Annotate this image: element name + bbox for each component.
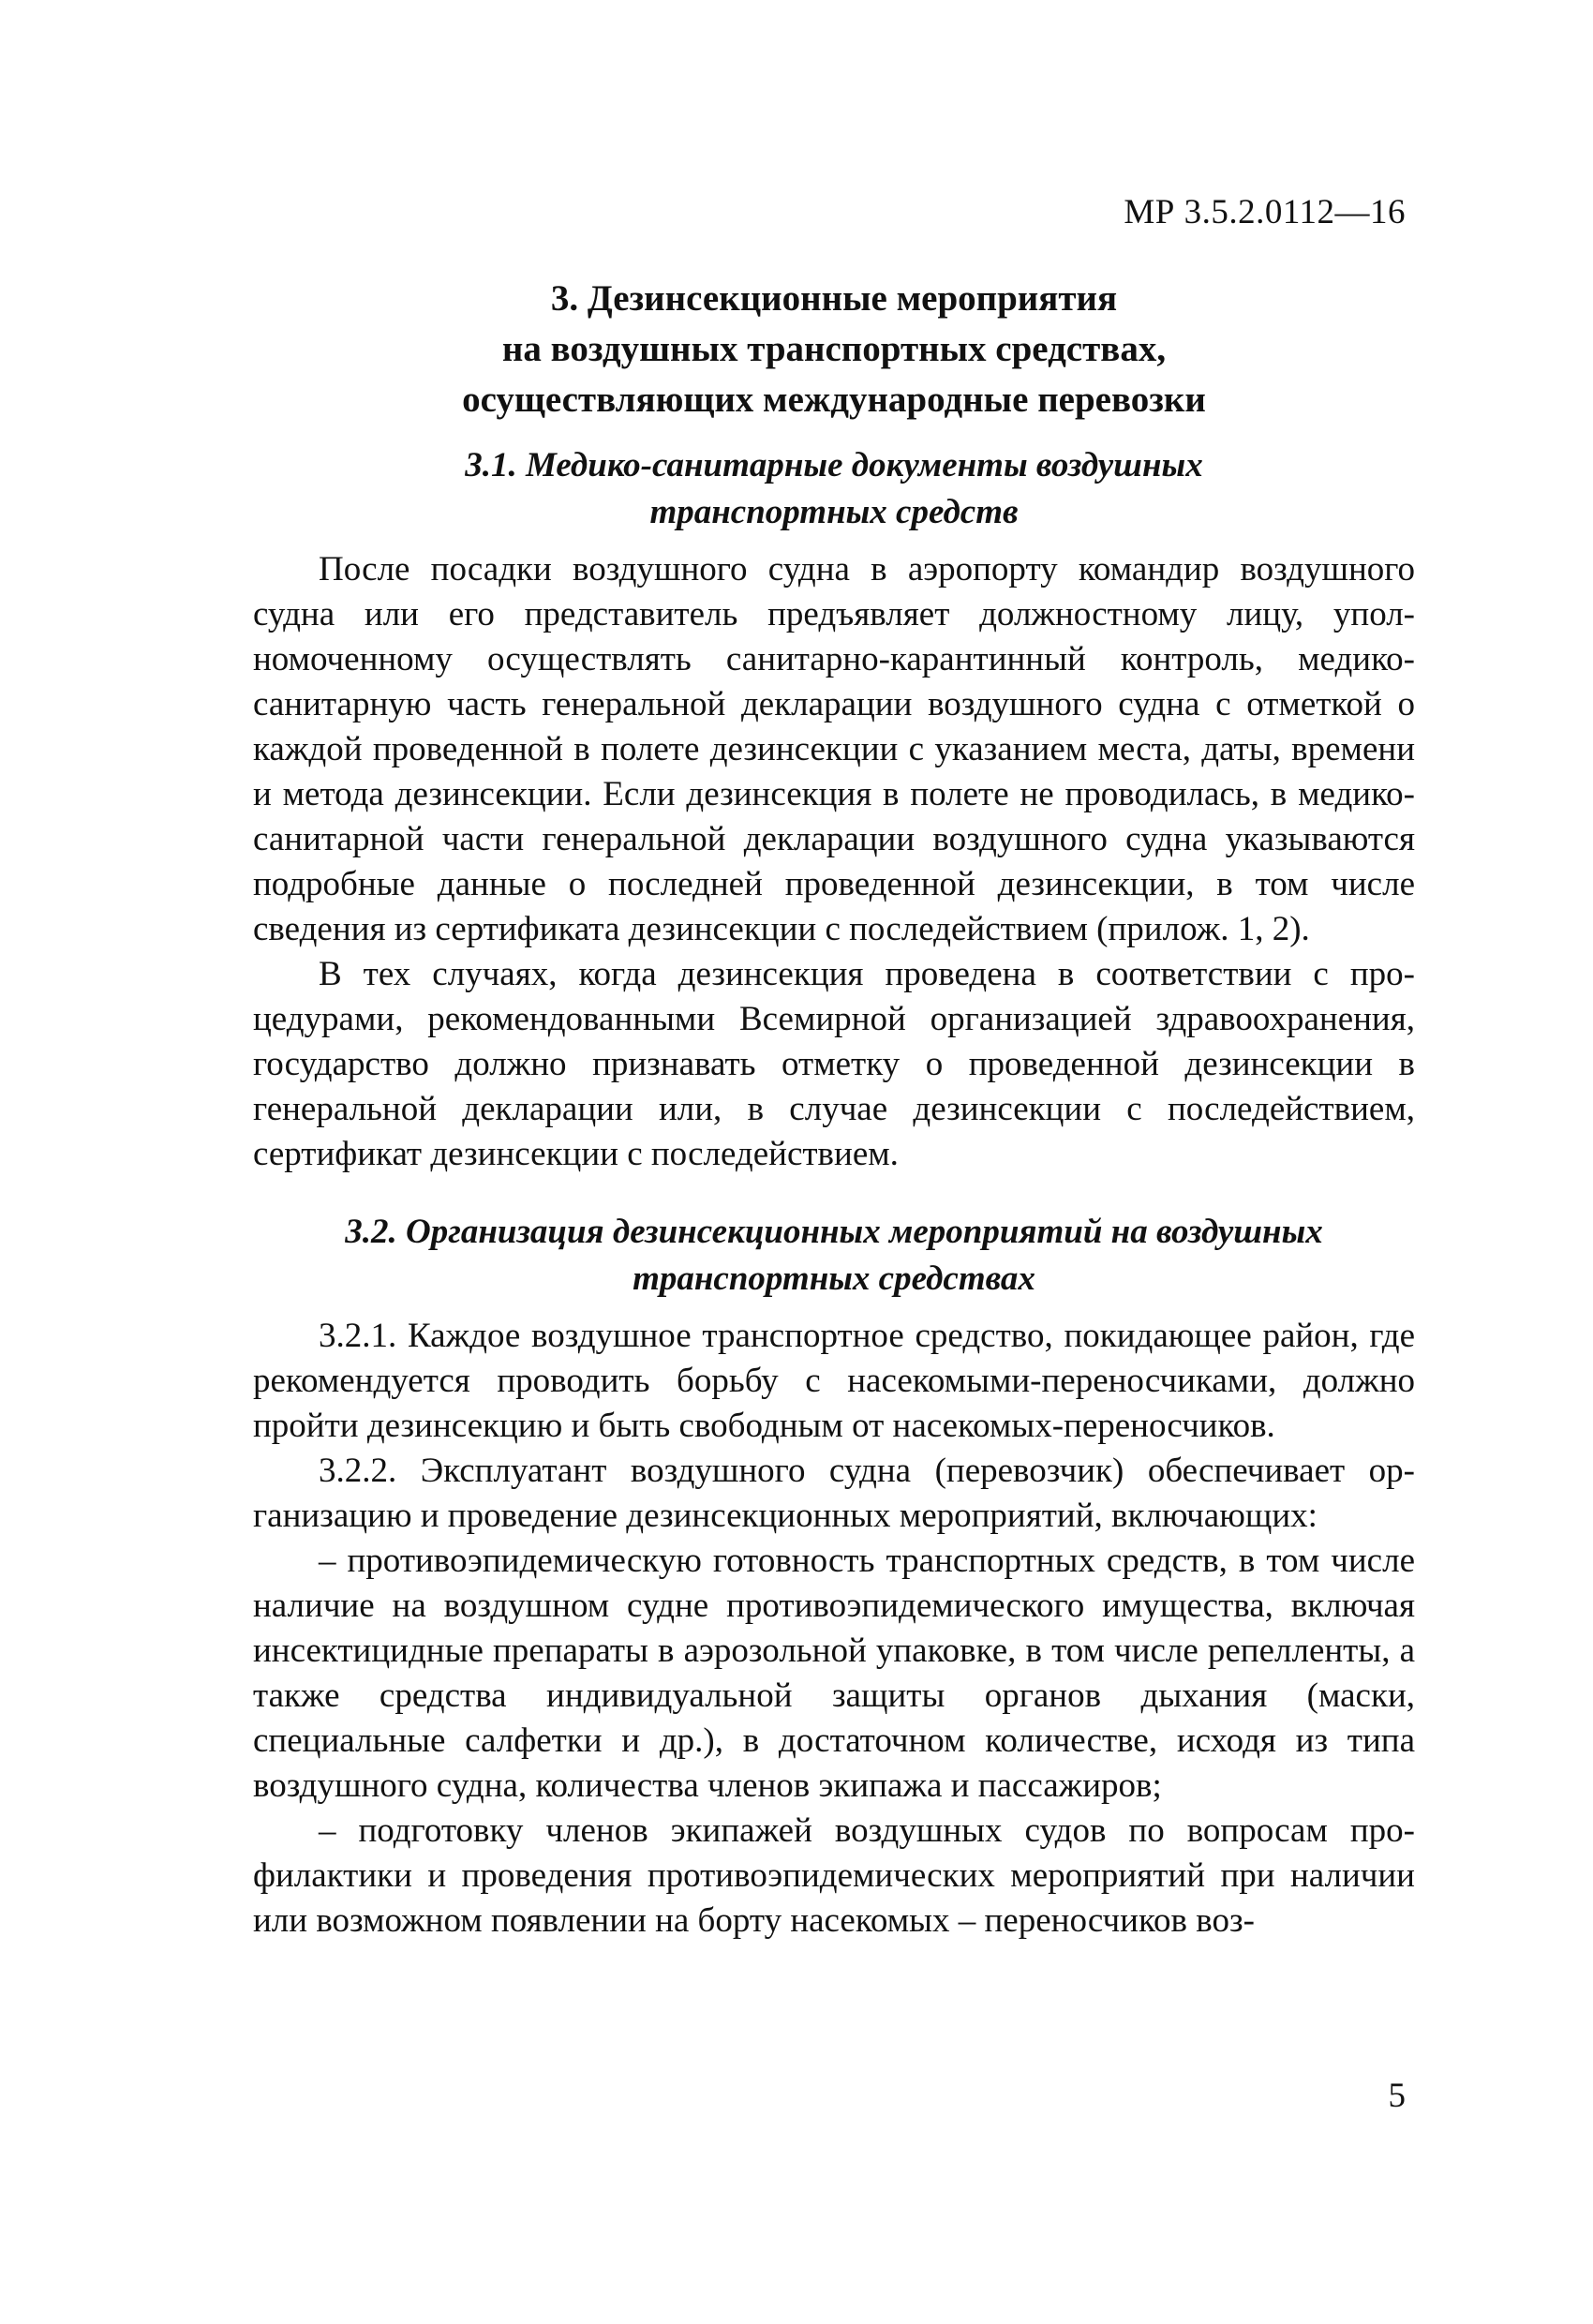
subsection-title-3-2	[253, 1209, 1415, 1303]
paragraph: 3.2.2. Эксплуатант воздушного судна (перевозчик) обеспечивает организацию и проведение дезинсекционных мероприятий, включающих:	[253, 1452, 1415, 1535]
section-title-line: 3. Дезинсекционные мероприятия	[550, 278, 1118, 319]
section-title-line: осуществляющих международные перевозки	[462, 380, 1206, 420]
paragraph: 3.2.1. Каждое воздушное транспортное средство, покидающее район, где рекомендуется проводить борьбу с насекомыми-переносчиками, должно пройти дезинсекцию и быть свободным от насекомых-переносчиков.	[253, 1317, 1415, 1445]
subsection-title-line: транспортных средств	[649, 493, 1019, 531]
subsection-title-3-1	[253, 442, 1415, 536]
paragraph: В тех случаях, когда дезинсекция проведена в соответствии с процедурами, рекомендованными Всемирной организацией здравоохранения, государство должно признавать отметку о проведенной дезинсекции в генеральной декларации или, в случае дезинсекции с последействием, сертификат дезинсекции с последействием.	[253, 955, 1415, 1173]
subsection-title-line: 3.2. Организация дезинсекционных мероприятий на воздушных	[345, 1213, 1323, 1251]
list-item: – противоэпидемическую готовность транспортных средств, в том числе наличие на воздушном судне противоэпидемического имущества, включая инсектицидные препараты в аэрозольной упаковке, в том числе репелленты, а также средства индивидуальной защиты органов дыхания (маски, специальные салфетки и др.), в достаточном количестве, исходя из типа воздушного судна, количества членов экипажа и пассажиров;	[253, 1542, 1415, 1805]
page-content	[253, 274, 1415, 1944]
subsection-title-line: транспортных средствах	[633, 1259, 1035, 1298]
page-number: 5	[1388, 2077, 1406, 2115]
section-title	[253, 274, 1415, 425]
subsection-title-line: 3.1. Медико-санитарные документы воздушных	[465, 446, 1203, 484]
document-code: МР 3.5.2.0112—16	[1124, 193, 1406, 231]
paragraph: После посадки воздушного судна в аэропорту командир воздушного судна или его представитель предъявляет должностному лицу, уполномоченному осуществлять санитарно-карантинный контроль, медико-санитарную часть генеральной декларации воздушного судна с отметкой о каждой проведенной в полете дезинсекции с указанием места, даты, времени и метода дезинсекции. Если дезинсекция в полете не проводилась, в медико-санитарной части генеральной декларации воздушного судна указываются подробные данные о последней проведенной дезинсекции, в том числе сведения из сертификата дезинсекции с последействием (прилож. 1, 2).	[253, 550, 1415, 948]
list-item: – подготовку членов экипажей воздушных судов по вопросам профилактики и проведения противоэпидемических мероприятий при наличии или возможном появлении на борту насекомых – переносчиков воз-	[253, 1811, 1415, 1940]
section-title-line: на воздушных транспортных средствах,	[501, 329, 1167, 369]
